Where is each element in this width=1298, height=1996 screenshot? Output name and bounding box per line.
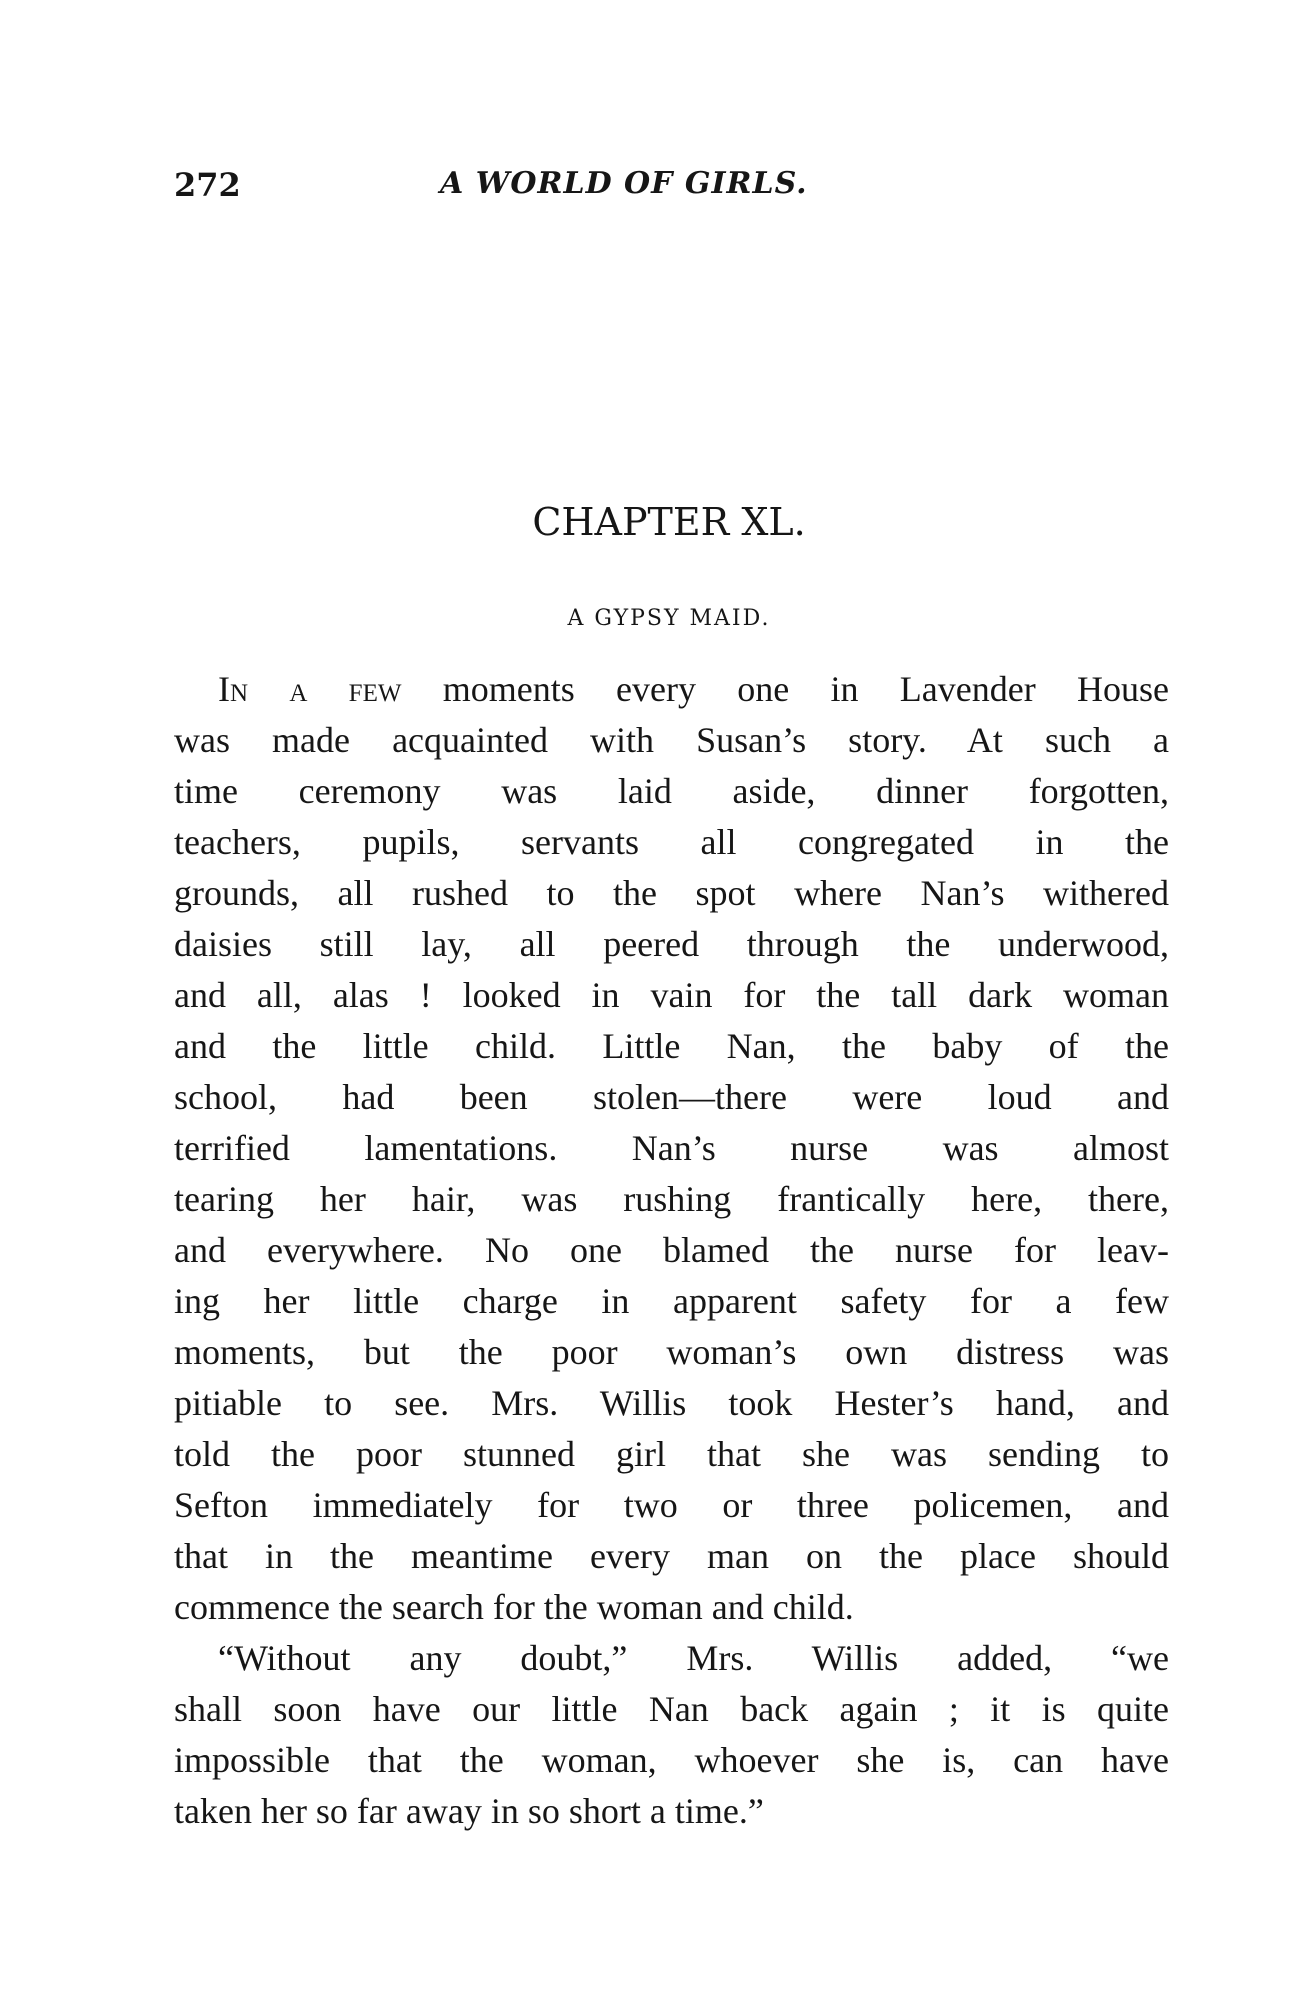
line-text: tearing her hair, was rushing frantically here, there, [174,1179,1169,1219]
line-text: pitiable to see. Mrs. Willis took Hester’s hand, and [174,1383,1169,1423]
text-line [174,1684,1169,1735]
line-text: taken her so far away in so short a time.” [174,1791,764,1831]
text-line [174,817,1169,868]
running-title: A WORLD OF GIRLS. [440,166,808,201]
line-text: “Without any doubt,” Mrs. Willis added, “we [218,1638,1169,1678]
line-text: school, had been stolen—there were loud and [174,1077,1169,1117]
text-line [174,1123,1169,1174]
line-text: impossible that the woman, whoever she is, can have [174,1740,1169,1780]
text-line [174,1174,1169,1225]
line-text: shall soon have our little Nan back again ; it is quite [174,1689,1169,1729]
line-text: terrified lamentations. Nan’s nurse was almost [174,1128,1169,1168]
line-text: ing her little charge in apparent safety for a few [174,1281,1169,1321]
text-line [174,1072,1169,1123]
line-text: time ceremony was laid aside, dinner forgotten, [174,771,1169,811]
text-line [174,1531,1169,1582]
text-line [174,1378,1169,1429]
line-text: commence the search for the woman and child. [174,1587,854,1627]
small-caps-lead: In a few [218,669,402,709]
line-text: grounds, all rushed to the spot where Nan’s withered [174,873,1169,913]
text-line [174,1225,1169,1276]
line-text: daisies still lay, all peered through the underwood, [174,924,1169,964]
text-line [174,1582,1169,1633]
text-line [174,766,1169,817]
text-line [174,919,1169,970]
chapter-title: CHAPTER XL. [532,500,806,544]
page-number: 272 [174,166,241,204]
line-text: moments, but the poor woman’s own distress was [174,1332,1169,1372]
text-line [174,1786,1169,1837]
text-line [174,1480,1169,1531]
line-text: and everywhere. No one blamed the nurse for leav- [174,1230,1169,1270]
text-line [174,1327,1169,1378]
text-line [174,970,1169,1021]
chapter-subtitle: A GYPSY MAID. [567,606,771,631]
text-line [174,1021,1169,1072]
line-text: and all, alas ! looked in vain for the tall dark woman [174,975,1169,1015]
text-line [174,1735,1169,1786]
line-text: and the little child. Little Nan, the baby of the [174,1026,1169,1066]
text-line [174,664,1169,715]
text-line [174,868,1169,919]
line-text: Sefton immediately for two or three policemen, and [174,1485,1169,1525]
line-text: moments every one in Lavender House [401,669,1169,709]
line-text: that in the meantime every man on the place should [174,1536,1169,1576]
text-line [174,715,1169,766]
line-text: was made acquainted with Susan’s story. At such a [174,720,1169,760]
line-text: told the poor stunned girl that she was sending to [174,1434,1169,1474]
text-line [174,1633,1169,1684]
text-line [174,1276,1169,1327]
text-line [174,1429,1169,1480]
line-text: teachers, pupils, servants all congregated in the [174,822,1169,862]
body-text [174,664,1169,1837]
